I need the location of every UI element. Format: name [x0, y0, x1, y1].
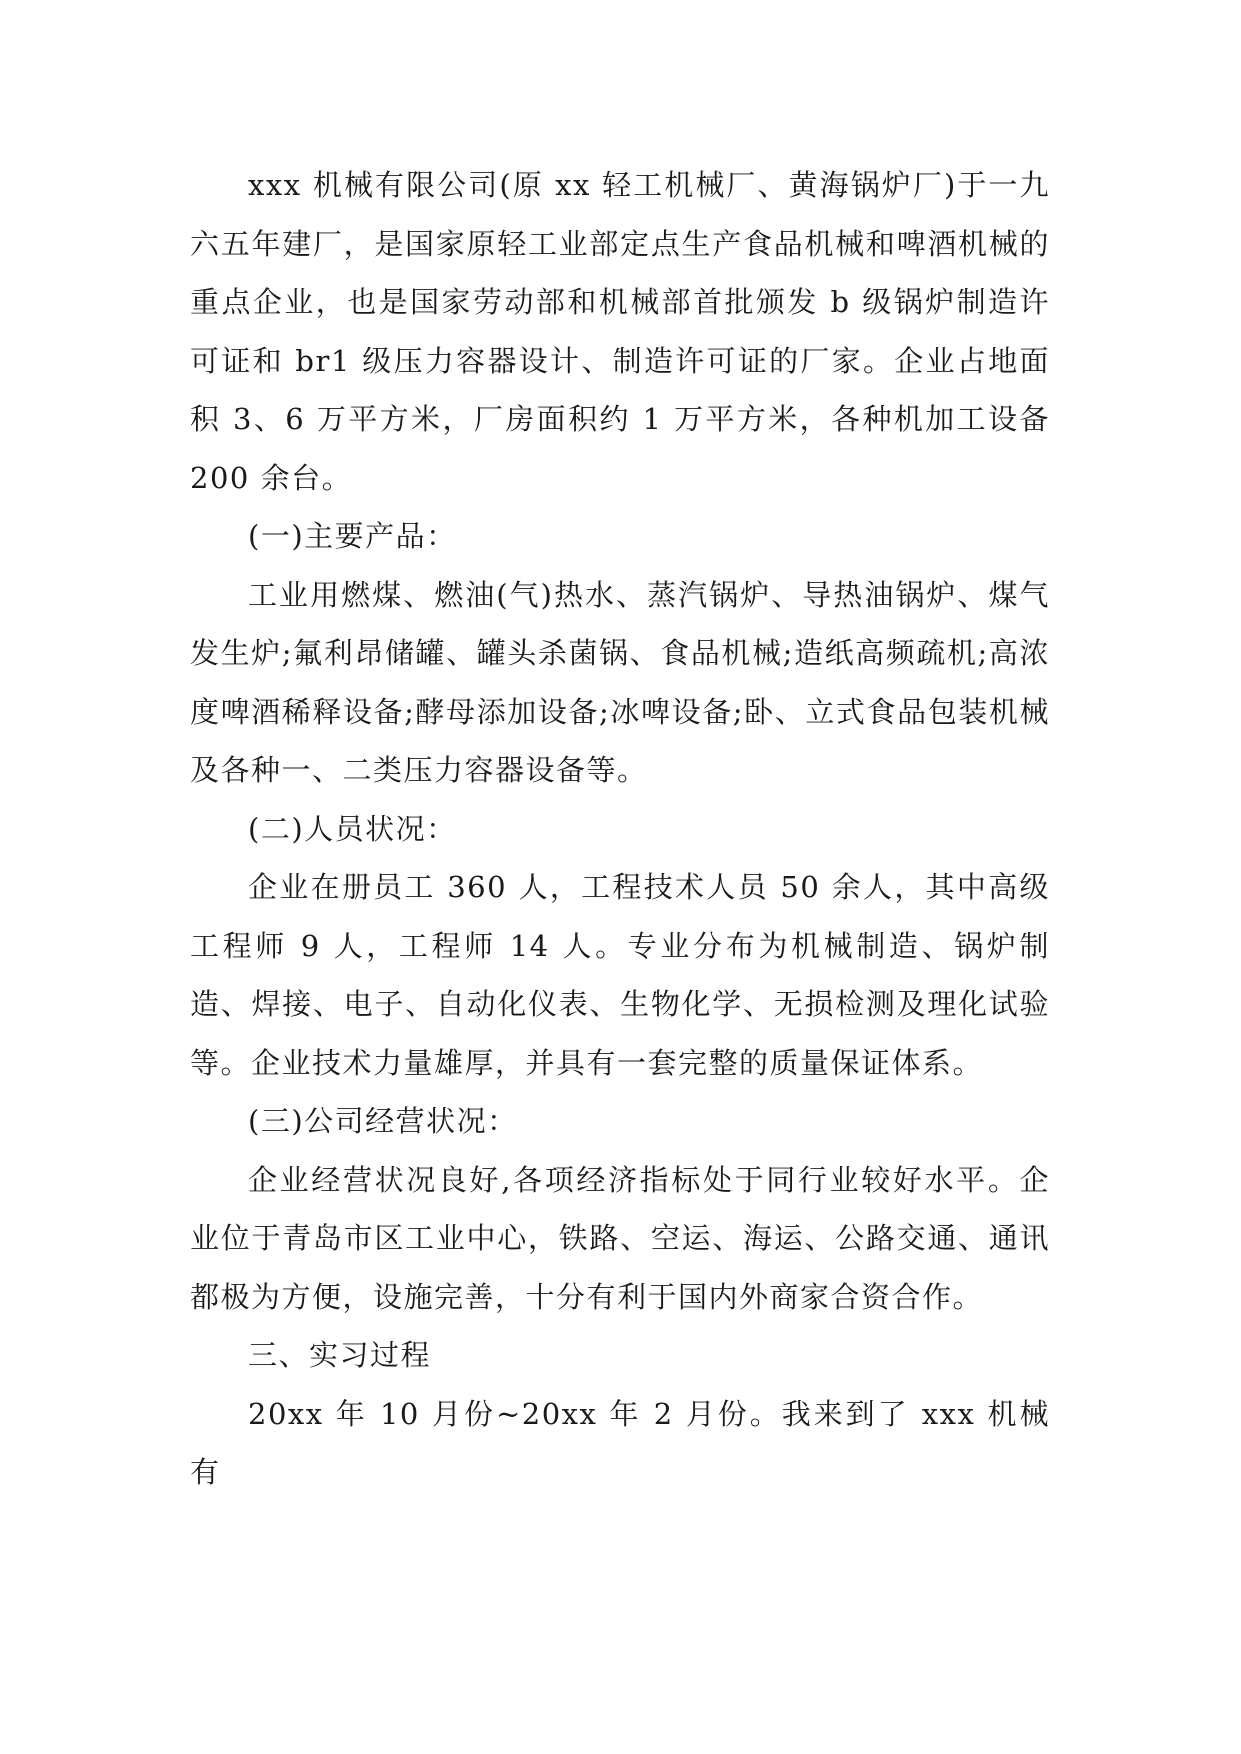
- paragraph-main-products: 工业用燃煤、燃油(气)热水、蒸汽锅炉、导热油锅炉、煤气发生炉;氟利昂储罐、罐头杀菌锅、食品机械;造纸高频疏机;高浓度啤酒稀释设备;酵母添加设备;冰啤设备;卧、立式食品包装机械及各种一、二类压力容器设备等。: [190, 577, 1050, 787]
- heading-main-products: (一)主要产品：: [248, 519, 457, 553]
- paragraph-internship-process: 20xx 年 10 月份~20xx 年 2 月份。我来到了 xxx 机械有: [190, 1396, 1050, 1489]
- document-body: [190, 156, 1050, 1502]
- heading-operations: (三)公司经营状况：: [248, 1104, 518, 1138]
- paragraph-operations: 企业经营状况良好,各项经济指标处于同行业较好水平。企业位于青岛市区工业中心，铁路、空运、海运、公路交通、通讯都极为方便，设施完善，十分有利于国内外商家合资合作。: [190, 1162, 1050, 1314]
- heading-personnel: (二)人员状况：: [248, 811, 457, 846]
- paragraph-company-intro: xxx 机械有限公司(原 xx 轻工机械厂、黄海锅炉厂)于一九六五年建厂，是国家原轻工业部定点生产食品机械和啤酒机械的重点企业，也是国家劳动部和机械部首批颁发 b 级锅炉制造许可证和 br1 级压力容器设计、制造许可证的厂家。企业占地面积 3、6 万平方米，厂房面积约 1 万平方米，各种机加工设备 200 余台。: [190, 168, 1050, 495]
- paragraph-personnel: 企业在册员工 360 人，工程技术人员 50 余人，其中高级工程师 9 人，工程师 14 人。专业分布为机械制造、锅炉制造、焊接、电子、自动化仪表、生物化学、无损检测及理化试验等。企业技术力量雄厚，并具有一套完整的质量保证体系。: [190, 870, 1050, 1080]
- heading-internship-process: 三、实习过程: [248, 1338, 432, 1372]
